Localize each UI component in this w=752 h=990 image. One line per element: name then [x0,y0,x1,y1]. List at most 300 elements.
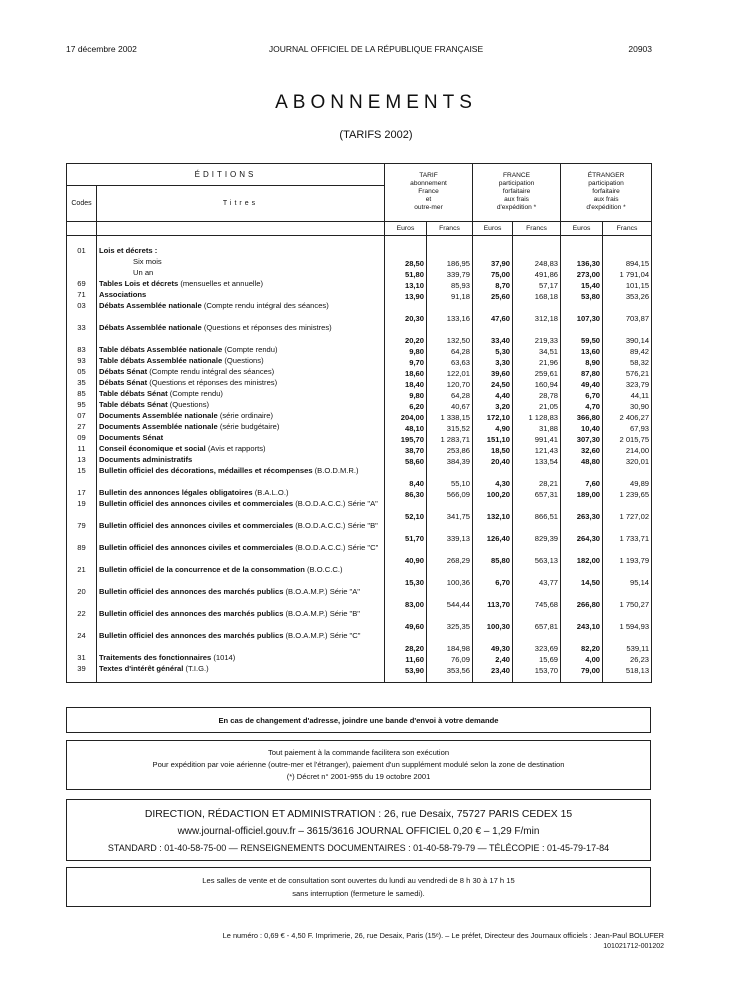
row-value: 160,94 [513,378,561,389]
row-title-rest: (série budgétaire) [217,421,280,431]
row-value: 79,00 [561,664,603,675]
sales-line: Les salles de vente et de consultation sont ouvertes du lundi au vendredi de 8 h 30 à 17 h 15 [202,876,515,885]
row-title [97,499,385,521]
sales-line: sans interruption (fermeture le samedi). [292,889,425,898]
row-value: 323,79 [603,378,652,389]
row-title-rest: (B.O.D.M.R.) [312,465,359,475]
row-value: 268,29 [427,543,473,565]
row-value: 83,00 [385,587,427,609]
row-value: 657,81 [513,609,561,631]
etranger-header [561,164,652,222]
row-value [603,246,652,257]
row-value: 25,60 [473,290,513,301]
row-value: 866,51 [513,499,561,521]
row-value: 186,95 [427,257,473,268]
row-value: 1 750,27 [603,587,652,609]
row-value: 10,40 [561,422,603,433]
header-line: abonnement [410,180,447,187]
row-value: 9,70 [385,356,427,367]
table-row [67,367,652,378]
header-line: forfaitaire [592,188,620,195]
row-value: 248,83 [513,257,561,268]
row-code: 71 [67,290,97,301]
row-value: 64,28 [427,345,473,356]
row-value: 133,16 [427,301,473,323]
row-title-bold: Conseil économique et social [99,443,206,453]
unit-euros: Euros [385,222,427,236]
row-title [97,367,385,378]
row-title-rest: (Compte rendu) [222,344,278,354]
row-value: 4,70 [561,400,603,411]
row-value: 1 193,79 [603,543,652,565]
row-value: 58,60 [385,455,427,466]
row-value: 28,21 [513,466,561,488]
row-value: 28,50 [385,257,427,268]
row-value: 20,30 [385,301,427,323]
row-value: 75,00 [473,268,513,279]
row-title [97,653,385,664]
row-title [97,466,385,488]
row-value: 2 406,27 [603,411,652,422]
row-value: 307,30 [561,433,603,444]
row-value: 172,10 [473,411,513,422]
row-value: 544,44 [427,587,473,609]
direction-address: DIRECTION, RÉDACTION ET ADMINISTRATION : 26, rue Desaix, 75727 PARIS CEDEX 15 [144,809,573,820]
row-value: 87,80 [561,367,603,378]
row-value: 153,70 [513,664,561,675]
table-row [67,543,652,565]
row-value: 253,86 [427,444,473,455]
row-value: 3,20 [473,400,513,411]
row-value: 132,10 [473,499,513,521]
row-value: 47,60 [473,301,513,323]
row-code: 21 [67,565,97,587]
row-title-bold: Documents administratifs [99,454,193,464]
row-title-rest: (Questions) [222,355,264,365]
header-date: 17 décembre 2002 [66,44,137,54]
row-value: 49,40 [561,378,603,389]
row-code [67,257,97,268]
header-journal: JOURNAL OFFICIEL DE LA RÉPUBLIQUE FRANÇAISE [268,44,484,54]
tarif-header [385,164,473,222]
row-value: 132,50 [427,323,473,345]
row-title-rest: (T.I.G.) [183,663,209,673]
row-title [97,587,385,609]
row-value: 67,93 [603,422,652,433]
row-value: 85,93 [427,279,473,290]
row-value: 384,39 [427,455,473,466]
row-value: 195,70 [385,433,427,444]
row-code [67,268,97,279]
row-value: 30,90 [603,400,652,411]
row-value: 40,67 [427,400,473,411]
row-value: 366,80 [561,411,603,422]
row-title [97,411,385,422]
row-title-bold: Bulletin officiel des annonces civiles et commerciales [99,498,294,508]
row-value: 18,60 [385,367,427,378]
table-row [67,422,652,433]
row-code: 79 [67,521,97,543]
row-value: 9,80 [385,345,427,356]
table-row [67,378,652,389]
row-value [385,246,427,257]
row-value: 13,10 [385,279,427,290]
row-value: 4,30 [473,466,513,488]
header-line: d'expédition * [586,204,626,211]
row-value [561,246,603,257]
sales-notice [66,867,651,907]
row-value: 48,10 [385,422,427,433]
row-value: 5,30 [473,345,513,356]
row-value: 829,39 [513,521,561,543]
row-title-bold: Bulletin officiel de la concurrence et de la consommation [99,564,305,574]
france-header [473,164,561,222]
row-value: 40,90 [385,543,427,565]
table-row [67,400,652,411]
header-line: participation [498,180,535,187]
row-value: 107,30 [561,301,603,323]
row-value: 37,90 [473,257,513,268]
row-value: 18,40 [385,378,427,389]
header-line: outre-mer [414,204,443,211]
row-title-rest: (Avis et rapports) [205,443,266,453]
row-title-bold: Bulletin officiel des annonces des marchés publics [99,630,284,640]
row-value: 320,01 [603,455,652,466]
row-value: 6,70 [561,389,603,400]
row-value: 390,14 [603,323,652,345]
row-value: 214,00 [603,444,652,455]
row-title-bold: Débats Sénat [99,377,148,387]
row-code: 03 [67,301,97,323]
row-value: 23,40 [473,664,513,675]
row-value: 100,36 [427,565,473,587]
row-title-rest: (Questions et réponses des ministres) [201,322,332,332]
row-value: 100,30 [473,609,513,631]
row-title [97,609,385,631]
row-value: 136,30 [561,257,603,268]
header-line: France [418,188,439,195]
row-value: 7,60 [561,466,603,488]
row-title-bold: Tables Lois et décrets [99,278,179,288]
row-code: 85 [67,389,97,400]
row-value: 39,60 [473,367,513,378]
row-value: 14,50 [561,565,603,587]
row-code: 01 [67,246,97,257]
address-notice: En cas de changement d'adresse, joindre une bande d'envoi à votre demande [66,707,651,733]
row-title-rest: (mensuelles et annuelle) [178,278,264,288]
row-value: 24,50 [473,378,513,389]
table-row [67,246,652,257]
row-value: 101,15 [603,279,652,290]
row-title [97,345,385,356]
row-value: 1 594,93 [603,609,652,631]
row-title-rest: (B.O.A.M.P.) Série "C" [283,630,361,640]
row-value: 259,61 [513,367,561,378]
row-title [97,455,385,466]
row-value: 122,01 [427,367,473,378]
row-title-bold: Table débats Sénat [99,399,168,409]
row-value: 51,70 [385,521,427,543]
titres-header: Titres [97,186,385,222]
row-title-rest: (B.O.C.C.) [304,564,343,574]
row-value [473,246,513,257]
row-value: 539,11 [603,631,652,653]
row-value: 341,75 [427,499,473,521]
row-title-bold: Lois et décrets : [99,245,158,255]
row-title-rest: Six mois [133,256,162,266]
row-title [97,565,385,587]
row-code: 05 [67,367,97,378]
table-row [67,488,652,499]
row-value: 325,35 [427,609,473,631]
row-value: 8,40 [385,466,427,488]
row-value: 1 791,04 [603,268,652,279]
row-value: 151,10 [473,433,513,444]
row-value: 120,70 [427,378,473,389]
row-value: 48,80 [561,455,603,466]
row-title [97,422,385,433]
row-code: 07 [67,411,97,422]
row-title [97,543,385,565]
row-title-bold: Table débats Assemblée nationale [99,344,223,354]
row-value: 9,80 [385,389,427,400]
row-value: 3,30 [473,356,513,367]
row-value: 4,40 [473,389,513,400]
unit-francs: Francs [427,222,473,236]
header-line: aux frais [504,196,529,203]
row-code: 11 [67,444,97,455]
table-row [67,279,652,290]
row-value: 20,40 [473,455,513,466]
row-value: 91,18 [427,290,473,301]
row-value: 38,70 [385,444,427,455]
row-title [97,521,385,543]
row-value: 657,31 [513,488,561,499]
row-value: 49,60 [385,609,427,631]
row-value: 55,10 [427,466,473,488]
row-title-rest: (B.O.D.A.C.C.) Série "A" [293,498,378,508]
row-code: 27 [67,422,97,433]
row-value: 15,30 [385,565,427,587]
row-title [97,488,385,499]
header-line: aux frais [593,196,619,203]
row-value: 32,60 [561,444,603,455]
row-value: 189,00 [561,488,603,499]
row-value: 15,69 [513,653,561,664]
row-value: 133,54 [513,455,561,466]
row-value: 323,69 [513,631,561,653]
row-title-rest: (série ordinaire) [217,410,274,420]
header-line: participation [588,180,624,187]
row-title-bold: Traitements des fonctionnaires [99,652,212,662]
row-value: 20,20 [385,323,427,345]
table-row [67,323,652,345]
row-title-rest: Un an [133,267,154,277]
row-value: 576,21 [603,367,652,378]
row-value: 1 727,02 [603,499,652,521]
page-title: ABONNEMENTS [275,92,477,113]
table-row [67,609,652,631]
row-value: 745,68 [513,587,561,609]
footer-ref: 101021712-001202 [603,943,664,950]
row-code: 13 [67,455,97,466]
table-row [67,499,652,521]
row-title-bold: Documents Assemblée nationale [99,410,218,420]
row-title-rest: (B.A.L.O.) [252,487,289,497]
row-title-bold: Table débats Assemblée nationale [99,355,223,365]
row-value: 52,10 [385,499,427,521]
row-value: 85,80 [473,543,513,565]
row-value: 264,30 [561,521,603,543]
row-value: 491,86 [513,268,561,279]
row-title-bold: Bulletin officiel des décorations, médailles et récompenses [99,465,313,475]
table-row [67,587,652,609]
row-value: 2,40 [473,653,513,664]
row-value: 13,60 [561,345,603,356]
row-value: 4,90 [473,422,513,433]
row-value: 34,51 [513,345,561,356]
row-title-bold: Table débats Sénat [99,388,168,398]
row-value: 563,13 [513,543,561,565]
row-title [97,290,385,301]
row-value: 89,42 [603,345,652,356]
row-value: 339,79 [427,268,473,279]
row-value: 703,87 [603,301,652,323]
row-value: 49,30 [473,631,513,653]
table-row [67,631,652,653]
payment-notice [66,740,651,790]
row-code: 17 [67,488,97,499]
page-subtitle: (TARIFS 2002) [339,129,413,141]
row-value: 6,70 [473,565,513,587]
row-title [97,664,385,675]
row-title [97,268,385,279]
row-value: 339,13 [427,521,473,543]
row-title-bold: Débats Assemblée nationale [99,300,202,310]
row-value: 991,41 [513,433,561,444]
row-code: 09 [67,433,97,444]
row-value: 266,80 [561,587,603,609]
row-value: 518,13 [603,664,652,675]
row-title-rest: (Questions) [167,399,210,409]
row-value: 182,00 [561,543,603,565]
header-page: 20903 [628,44,652,54]
table-row [67,290,652,301]
row-title [97,631,385,653]
row-title-bold: Documents Sénat [99,432,164,442]
row-value: 2 015,75 [603,433,652,444]
row-value [513,246,561,257]
row-value: 126,40 [473,521,513,543]
row-value: 566,09 [427,488,473,499]
row-code: 33 [67,323,97,345]
row-value: 26,23 [603,653,652,664]
row-value: 353,56 [427,664,473,675]
row-value: 273,00 [561,268,603,279]
row-value: 44,11 [603,389,652,400]
row-value: 21,96 [513,356,561,367]
header-line: TARIF [419,172,438,179]
row-title-bold: Bulletin des annonces légales obligatoires [99,487,253,497]
unit-francs: Francs [513,222,561,236]
row-code: 93 [67,356,97,367]
tarifs-table [66,163,652,683]
row-code: 39 [67,664,97,675]
row-title-rest: (B.O.A.M.P.) Série "B" [283,608,360,618]
row-title-rest: (Compte rendu intégral des séances) [201,300,329,310]
row-title [97,433,385,444]
row-value: 95,14 [603,565,652,587]
row-value: 49,89 [603,466,652,488]
row-title [97,246,385,257]
row-title-rest: (B.O.D.A.C.C.) Série "B" [293,520,378,530]
footer-text: Le numéro : 0,69 € - 4,50 F. Imprimerie, 26, rue Desaix, Paris (15ᵉ). – Le préfet, Directeur des Journaux officiels : Jean-Paul BOLUFER [222,931,664,940]
row-value: 121,43 [513,444,561,455]
row-title-bold: Textes d'intérêt général [99,663,184,673]
row-value: 1 239,65 [603,488,652,499]
row-title [97,356,385,367]
table-row [67,455,652,466]
row-value: 58,32 [603,356,652,367]
row-value: 219,33 [513,323,561,345]
header-line: forfaitaire [502,188,531,195]
row-title-bold: Débats Sénat [99,366,148,376]
table-row [67,664,652,675]
row-value: 18,50 [473,444,513,455]
row-value: 86,30 [385,488,427,499]
payment-line: Pour expédition par voie aérienne (outre-mer et l'étranger), paiement d'un supplément modulé selon la zone de destination [152,760,565,769]
row-title [97,378,385,389]
table-row [67,411,652,422]
row-title [97,400,385,411]
row-title [97,444,385,455]
direction-phones: STANDARD : 01-40-58-75-00 — RENSEIGNEMENTS DOCUMENTAIRES : 01-40-58-79-79 — TÉLÉCOPIE : 01-45-79-17-84 [107,843,610,853]
row-title-rest: (B.O.D.A.C.C.) Série "C" [293,542,379,552]
row-value: 13,90 [385,290,427,301]
payment-line: Tout paiement à la commande facilitera son exécution [267,748,450,757]
table-row [67,356,652,367]
row-title-bold: Bulletin officiel des annonces civiles et commerciales [99,520,294,530]
table-row [67,433,652,444]
row-code: 35 [67,378,97,389]
row-title [97,279,385,290]
row-value: 33,40 [473,323,513,345]
row-code: 19 [67,499,97,521]
header-line: d'expédition * [496,204,537,211]
row-value: 1 733,71 [603,521,652,543]
row-value: 184,98 [427,631,473,653]
row-value: 263,30 [561,499,603,521]
row-value: 53,80 [561,290,603,301]
row-value: 53,90 [385,664,427,675]
row-code: 24 [67,631,97,653]
table-row [67,466,652,488]
row-title-bold: Débats Assemblée nationale [99,322,202,332]
row-title-bold: Associations [99,289,147,299]
row-title-bold: Bulletin officiel des annonces des marchés publics [99,608,284,618]
table-row [67,444,652,455]
row-value: 11,60 [385,653,427,664]
row-code: 69 [67,279,97,290]
editions-header: ÉDITIONS [67,164,385,186]
row-title [97,323,385,345]
row-code: 89 [67,543,97,565]
row-code: 20 [67,587,97,609]
row-value: 28,78 [513,389,561,400]
row-value: 353,26 [603,290,652,301]
row-code: 15 [67,466,97,488]
row-title-rest: (1014) [211,652,236,662]
